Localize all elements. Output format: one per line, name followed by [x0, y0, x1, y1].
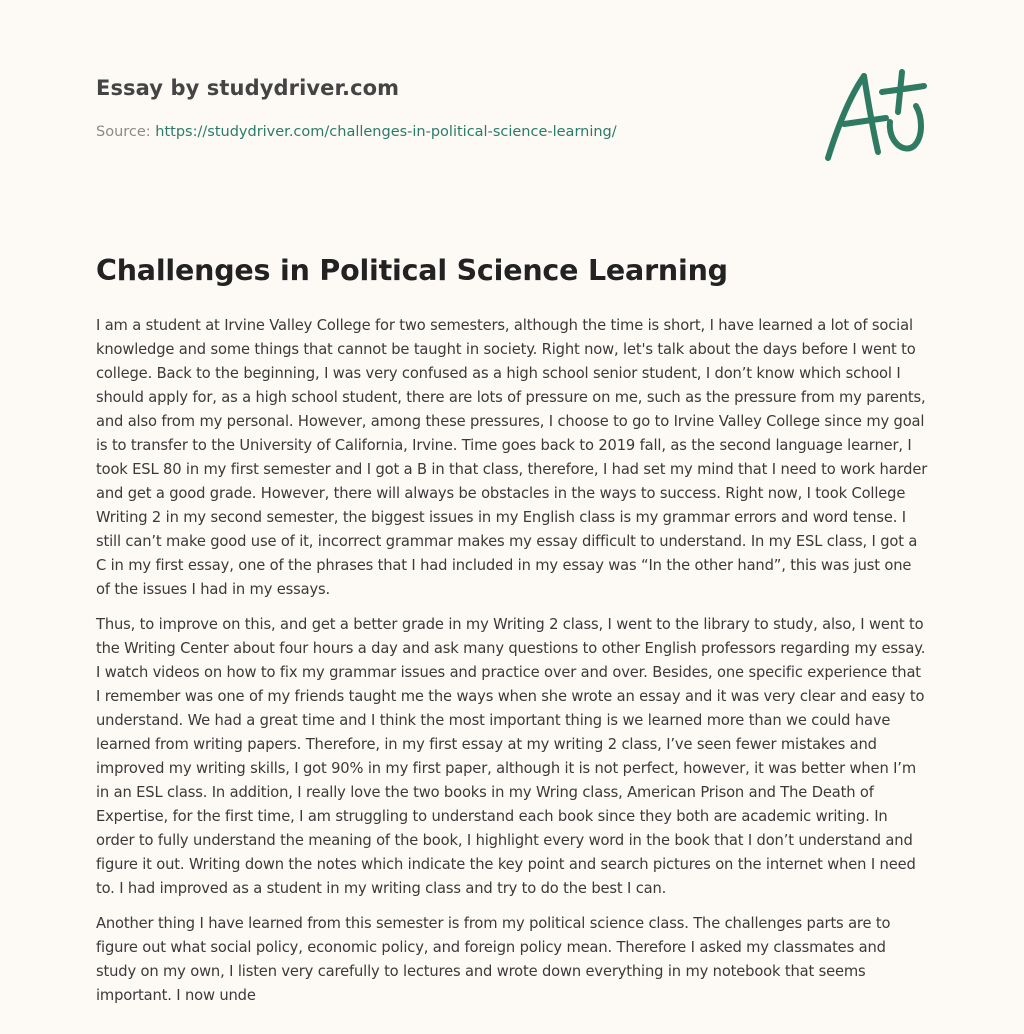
- source-label: Source:: [96, 124, 151, 140]
- a-plus-logo-icon: [818, 66, 930, 166]
- essay-paragraph: Thus, to improve on this, and get a better grade in my Writing 2 class, I went to the library to study, also, I went to the Writing Center about four hours a day and ask many questions to other English professors regarding my essay. I watch videos on how to fix my grammar issues and practice over and over. Besides, one specific experience that I remember was one of my friends taught me the ways when she wrote an essay and it was very clear and easy to understand. We had a great time and I think the most important thing is we learned more than we could have learned from writing papers. Therefore, in my first essay at my writing 2 class, I’ve seen fewer mistakes and improved my writing skills, I got 90% in my first paper, although it is not perfect, however, it was better when I’m in an ESL class. In addition, I really love the two books in my Wring class, American Prison and The Death of Expertise, for the first time, I am struggling to understand each book since they both are academic writing. In order to fully understand the meaning of the book, I highlight every word in the book that I don’t understand and figure it out. Writing down the notes which indicate the key point and search pictures on the internet when I need to. I had improved as a student in my writing class and try to do the best I can.: [96, 616, 926, 897]
- essay-paragraph: I am a student at Irvine Valley College for two semesters, although the time is short, I have learned a lot of social knowledge and some things that cannot be taught in society. Right now, let's talk about the days before I went to college. Back to the beginning, I was very confused as a high school senior student, I don’t know which school I should apply for, as a high school student, there are lots of pressure on me, such as the pressure from my parents, and also from my personal. However, among these pressures, I choose to go to Irvine Valley College since my goal is to transfer to the University of California, Irvine. Time goes back to 2019 fall, as the second language learner, I took ESL 80 in my first semester and I got a B in that class, therefore, I had set my mind that I need to work harder and get a good grade. However, there will always be obstacles in the ways to success. Right now, I took College Writing 2 in my second semester, the biggest issues in my English class is my grammar errors and word tense. I still can’t make good use of it, incorrect grammar makes my essay difficult to understand. In my ESL class, I got a C in my first essay, one of the phrases that I had included in my essay was “In the other hand”, this was just one of the issues I had in my essays.: [96, 317, 928, 598]
- source-line: [96, 124, 617, 140]
- essay-title: Challenges in Political Science Learning: [96, 254, 728, 287]
- essay-body: [96, 314, 928, 1019]
- essay-paragraph: Another thing I have learned from this semester is from my political science class. The challenges parts are to figure out what social policy, economic policy, and foreign policy mean. Therefore I asked my classmates and study on my own, I listen very carefully to lectures and wrote down everything in my notebook that seems important. I now unde: [96, 915, 891, 1004]
- site-title: Essay by studydriver.com: [96, 76, 400, 100]
- source-link[interactable]: https://studydriver.com/challenges-in-political-science-learning/: [155, 124, 617, 140]
